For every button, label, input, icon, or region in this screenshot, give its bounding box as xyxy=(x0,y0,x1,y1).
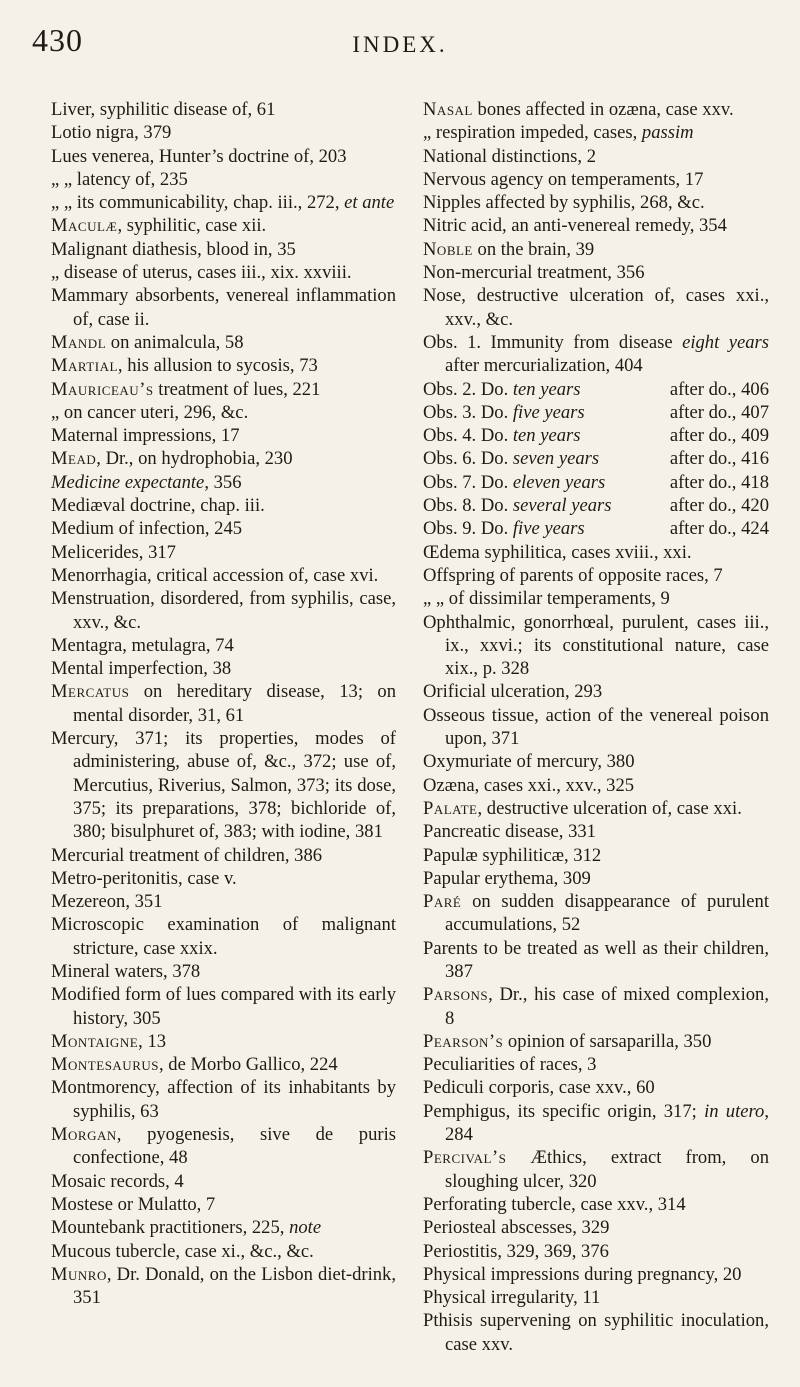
entry-text: Pancreatic disease, 331 xyxy=(423,821,596,843)
running-head: INDEX. xyxy=(352,32,448,57)
entry-text: „ respiration impeded, cases, xyxy=(423,122,642,144)
entry-text: , Dr., his case of mixed complexion, 8 xyxy=(445,984,774,1029)
index-entry xyxy=(51,471,396,494)
index-entry xyxy=(51,121,396,144)
entry-text: passim xyxy=(641,122,694,144)
index-entry xyxy=(51,1030,396,1053)
entry-text: Mosaic records, 4 xyxy=(51,1170,184,1192)
index-entry xyxy=(423,1216,769,1239)
entry-text: Montesaurus xyxy=(51,1054,159,1076)
index-entry xyxy=(423,471,769,494)
entry-text: Parsons xyxy=(423,984,489,1006)
index-entry xyxy=(423,378,769,401)
index-entry xyxy=(423,238,769,261)
index-column-right xyxy=(423,98,774,1356)
entry-text: , destructive ulceration of, case xxi. xyxy=(477,797,742,819)
entry-text: Mucous tubercle, case xi., &c., &c. xyxy=(51,1240,314,1262)
entry-text: Malignant diathesis, blood in, 35 xyxy=(51,238,296,260)
entry-text: Mentagra, metulagra, 74 xyxy=(51,634,234,656)
entry-text: Ozæna, cases xxi., xxv., 325 xyxy=(423,774,635,796)
entry-text: Ophthalmic, gonorrhœal, purulent, cases iii., ix., xxvi.; its constitutional nature, case xix., p. 328 xyxy=(423,611,774,680)
entry-text: on the brain, 39 xyxy=(472,238,595,260)
entry-text: Maternal impressions, 17 xyxy=(51,425,240,447)
index-entry xyxy=(423,1030,769,1053)
index-entry xyxy=(423,820,769,843)
entry-text: Mediæval doctrine, chap. iii. xyxy=(51,495,265,517)
entry-text: Non-mercurial treatment, 356 xyxy=(423,262,645,284)
entry-text: Mercury, 371; its properties, modes of administering, abuse of, &c., 372; use of, Mercutius, Riverius, Salmon, 373; its dose, 375; its preparations, 378; bichloride of, 380; bisulphuret of, 383; with iodine, 381 xyxy=(51,728,401,843)
entry-text: Medium of infection, 245 xyxy=(51,518,243,540)
entry-reference: after do., 424 xyxy=(669,518,769,540)
entry-text: , Dr., on hydrophobia, 230 xyxy=(96,448,293,470)
entry-reference: after do., 418 xyxy=(669,471,769,493)
index-entry xyxy=(51,1076,401,1123)
entry-text: Peculiarities of races, 3 xyxy=(423,1054,597,1076)
entry-text: et ante xyxy=(344,192,395,214)
entry-text: on sudden disappearance of purulent accumulations, 52 xyxy=(445,891,774,936)
index-entry xyxy=(423,541,769,564)
index-entry xyxy=(423,191,769,214)
entry-text: five years xyxy=(512,401,585,423)
index-entry xyxy=(51,634,396,657)
entry-text: „ „ of dissimilar temperaments, 9 xyxy=(423,588,670,610)
entry-text: National distinctions, 2 xyxy=(423,145,597,167)
index-entry xyxy=(51,960,396,983)
entry-text: Nipples affected by syphilis, 268, &c. xyxy=(423,192,705,214)
index-entry xyxy=(51,1123,401,1170)
index-entry xyxy=(423,1309,774,1356)
index-entry xyxy=(51,657,396,680)
index-entry xyxy=(423,564,769,587)
entry-text: , Dr. Donald, on the Lisbon diet-drink, 351 xyxy=(73,1263,401,1309)
entry-text: Montaigne xyxy=(51,1030,139,1052)
entry-text: Martial xyxy=(51,355,118,377)
entry-text: Maculæ xyxy=(51,215,118,237)
entry-reference: after do., 406 xyxy=(669,378,769,400)
index-entry xyxy=(51,517,396,540)
index-entry xyxy=(51,424,396,447)
index-entry xyxy=(423,1100,774,1147)
index-entry xyxy=(51,867,396,890)
entry-text: Microscopic examination of malignant stricture, case xxix. xyxy=(51,914,401,959)
entry-text: on animalcula, 58 xyxy=(106,331,244,353)
index-entry xyxy=(51,238,396,261)
entry-text: Morgan xyxy=(51,1124,117,1146)
entry-text: Modified form of lues compared with its early history, 305 xyxy=(51,984,401,1029)
entry-text: Physical impressions during pregnancy, 20 xyxy=(423,1263,742,1285)
entry-text: Mezereon, 351 xyxy=(51,891,163,913)
entry-text: Lotio nigra, 379 xyxy=(51,122,172,144)
index-entry xyxy=(423,214,769,237)
entry-text: Lues venerea, Hunter’s doctrine of, 203 xyxy=(51,145,347,167)
entry-text: Parents to be treated as well as their children, 387 xyxy=(423,937,774,982)
entry-text: treatment of lues, 221 xyxy=(153,378,321,400)
index-entry xyxy=(51,284,401,331)
entry-text: Obs. 3. Do. xyxy=(423,401,513,423)
index-entry xyxy=(423,261,769,284)
entry-text: Menorrhagia, critical accession of, case xvi. xyxy=(51,564,379,586)
entry-text: seven years xyxy=(512,448,600,470)
entry-reference: after do., 420 xyxy=(669,495,769,517)
entry-text: Obs. 1. Immunity from disease xyxy=(423,331,683,353)
index-entry xyxy=(423,1263,769,1286)
entry-text: Perforating tubercle, case xxv., 314 xyxy=(423,1193,686,1215)
entry-text: Mead xyxy=(51,448,97,470)
index-entry xyxy=(51,541,396,564)
entry-reference: after do., 409 xyxy=(669,425,769,447)
entry-text: Obs. 9. Do. xyxy=(423,518,513,540)
entry-text: Mandl xyxy=(51,331,107,353)
index-entry xyxy=(51,494,396,517)
entry-text: Oxymuriate of mercury, 380 xyxy=(423,751,635,773)
entry-text: , de Morbo Gallico, 224 xyxy=(159,1054,338,1076)
entry-text: Noble xyxy=(423,238,473,260)
index-entry xyxy=(423,750,769,773)
entry-text: note xyxy=(289,1217,322,1239)
entry-text: Mineral waters, 378 xyxy=(51,960,201,982)
entry-text: Montmorency, affection of its inhabitants by syphilis, 63 xyxy=(51,1077,401,1122)
entry-text: Obs. 6. Do. xyxy=(423,448,513,470)
index-entry xyxy=(51,98,396,121)
entry-text: Periosteal abscesses, 329 xyxy=(423,1217,610,1239)
index-entry xyxy=(423,890,774,937)
entry-text: Pediculi corporis, case xxv., 60 xyxy=(423,1077,655,1099)
index-entry xyxy=(51,261,396,284)
index-entry xyxy=(423,937,774,984)
entry-text: in utero xyxy=(704,1100,765,1122)
entry-text: opinion of sarsaparilla, 350 xyxy=(503,1030,712,1052)
index-entry xyxy=(423,611,774,681)
entry-text: Palate xyxy=(423,797,478,819)
entry-text: Æthics, extract from, on sloughing ulcer, 320 xyxy=(445,1147,774,1192)
entry-text: Percival’s xyxy=(423,1147,507,1169)
entry-text: Orificial ulceration, 293 xyxy=(423,681,603,703)
index-entry xyxy=(51,191,396,214)
index-entry xyxy=(51,564,396,587)
index-entry xyxy=(423,98,769,121)
index-entry xyxy=(51,214,396,237)
index-entry xyxy=(423,121,769,144)
index-entry xyxy=(423,494,769,517)
index-entry xyxy=(51,378,396,401)
entry-text: eight years xyxy=(682,331,769,353)
index-entry xyxy=(423,1193,769,1216)
entry-text: ten years xyxy=(512,378,581,400)
index-entry xyxy=(51,983,401,1030)
index-entry xyxy=(423,1146,774,1193)
entry-text: Pemphigus, its specific origin, 317; xyxy=(423,1100,705,1122)
entry-text: several years xyxy=(512,495,612,517)
entry-text: „ disease of uterus, cases iii., xix. xxviii. xyxy=(51,262,352,284)
entry-text: Nasal xyxy=(423,99,473,120)
entry-text: Papulæ syphiliticæ, 312 xyxy=(423,844,602,866)
entry-text: after mercurialization, 404 xyxy=(445,331,774,377)
entry-text: Menstruation, disordered, from syphilis, case, xxv., &c. xyxy=(51,588,401,633)
entry-text: Metro-peritonitis, case v. xyxy=(51,867,237,889)
entry-text: Nervous agency on temperaments, 17 xyxy=(423,168,704,190)
index-entry xyxy=(423,1286,769,1309)
entry-text: Mountebank practitioners, 225, xyxy=(51,1217,290,1239)
entry-text: , syphilitic, case xii. xyxy=(117,215,267,237)
index-entry xyxy=(51,1193,396,1216)
index-entry xyxy=(423,1076,769,1099)
index-entry xyxy=(51,1216,396,1239)
index-entry xyxy=(423,867,769,890)
entry-text: „ „ latency of, 235 xyxy=(51,168,188,190)
entry-text: Mental imperfection, 38 xyxy=(51,658,232,680)
entry-text: „ on cancer uteri, 296, &c. xyxy=(51,401,249,423)
index-entry xyxy=(51,145,396,168)
entry-text: Liver, syphilitic disease of, 61 xyxy=(51,99,276,120)
entry-text: Pthisis supervening on syphilitic inoculation, case xxv. xyxy=(423,1310,774,1355)
index-entry xyxy=(51,1240,396,1263)
index-entry xyxy=(51,587,401,634)
entry-text: Obs. 7. Do. xyxy=(423,471,513,493)
entry-text: Physical irregularity, 11 xyxy=(423,1287,601,1309)
index-entry xyxy=(51,680,401,727)
entry-text: Melicerides, 317 xyxy=(51,541,176,563)
index-entry xyxy=(423,1053,769,1076)
entry-text: , 13 xyxy=(138,1030,167,1052)
index-entry xyxy=(423,145,769,168)
entry-text: Mauriceau’s xyxy=(51,378,154,400)
page-number: 430 xyxy=(32,22,83,58)
entry-text: Mostese or Mulatto, 7 xyxy=(51,1193,216,1215)
entry-text: bones affected in ozæna, case xxv. xyxy=(472,99,734,120)
index-entry xyxy=(423,168,769,191)
index-entry xyxy=(423,401,769,424)
entry-text: Obs. 8. Do. xyxy=(423,495,513,517)
entry-text: Periostitis, 329, 369, 376 xyxy=(423,1240,609,1262)
index-entry xyxy=(51,727,401,843)
index-entry xyxy=(51,844,396,867)
entry-text: Pearson’s xyxy=(423,1030,504,1052)
index-entry xyxy=(423,774,769,797)
entry-text: Nose, destructive ulceration of, cases xxi., xxv., &c. xyxy=(423,285,774,330)
index-entry xyxy=(423,704,774,751)
entry-text: on hereditary disease, 13; on mental disorder, 31, 61 xyxy=(73,681,401,726)
index-entry xyxy=(423,424,769,447)
entry-text: Munro xyxy=(51,1263,107,1285)
entry-text: Nitric acid, an anti-venereal remedy, 354 xyxy=(423,215,727,237)
entry-text: Mercurial treatment of children, 386 xyxy=(51,844,323,866)
entry-text: Obs. 2. Do. xyxy=(423,378,513,400)
entry-text: five years xyxy=(512,518,585,540)
entry-reference: after do., 407 xyxy=(669,401,769,423)
index-entry xyxy=(423,447,769,470)
entry-text: „ „ its communicability, chap. iii., 272, xyxy=(51,192,345,214)
index-entry xyxy=(423,680,769,703)
entry-text: , 284 xyxy=(445,1100,774,1146)
entry-text: , pyogenesis, sive de puris confectione, 48 xyxy=(73,1124,401,1169)
entry-text: Medicine expectante xyxy=(51,471,205,493)
index-entry xyxy=(423,587,769,610)
entry-text: , 356 xyxy=(204,471,242,493)
entry-reference: after do., 416 xyxy=(669,448,769,470)
index-entry xyxy=(51,1053,396,1076)
entry-text: Papular erythema, 309 xyxy=(423,867,591,889)
index-entry xyxy=(51,168,396,191)
index-entry xyxy=(51,447,396,470)
index-column-left xyxy=(51,98,401,1309)
index-entry xyxy=(423,517,769,540)
index-entry xyxy=(423,983,774,1030)
index-entry xyxy=(51,1170,396,1193)
entry-text: Offspring of parents of opposite races, 7 xyxy=(423,564,723,586)
index-entry xyxy=(423,331,774,378)
index-entry xyxy=(423,797,769,820)
index-entry xyxy=(51,1263,401,1310)
index-entry xyxy=(423,844,769,867)
index-entry xyxy=(51,401,396,424)
entry-text: Paré xyxy=(423,891,462,913)
entry-text: ten years xyxy=(512,425,581,447)
index-entry xyxy=(423,1240,769,1263)
entry-text: Osseous tissue, action of the venereal poison upon, 371 xyxy=(423,704,774,750)
entry-text: eleven years xyxy=(512,471,606,493)
index-entry xyxy=(423,284,774,331)
entry-text: Mammary absorbents, venereal inflammation of, case ii. xyxy=(51,285,401,330)
entry-text: Obs. 4. Do. xyxy=(423,425,513,447)
index-entry xyxy=(51,890,396,913)
index-entry xyxy=(51,354,396,377)
index-entry xyxy=(51,331,396,354)
entry-text: , his allusion to sycosis, 73 xyxy=(117,355,318,377)
entry-text: Mercatus xyxy=(51,681,130,703)
index-entry xyxy=(51,913,401,960)
entry-text: Œdema syphilitica, cases xviii., xxi. xyxy=(423,541,692,563)
